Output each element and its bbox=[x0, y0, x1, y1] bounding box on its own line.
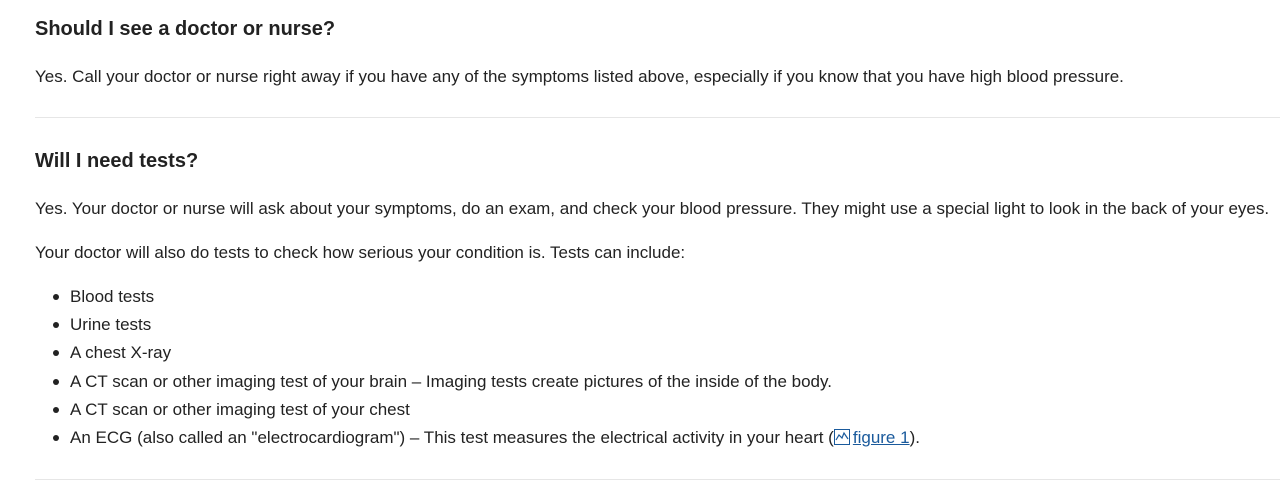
section-divider bbox=[35, 117, 1280, 118]
paragraph-tests-intro: Yes. Your doctor or nurse will ask about your symptoms, do an exam, and check your blood pressure. They might use a special light to look in the back of your eyes. bbox=[35, 199, 1270, 218]
bullet-icon bbox=[53, 407, 59, 413]
bullet-icon bbox=[53, 350, 59, 356]
list-item bbox=[35, 368, 920, 396]
list-item-text: A CT scan or other imaging test of your chest bbox=[70, 399, 410, 419]
figure-1-link-label: figure 1 bbox=[852, 428, 910, 448]
chart-icon bbox=[834, 429, 850, 445]
paragraph-tests-include: Your doctor will also do tests to check how serious your condition is. Tests can include: bbox=[35, 243, 686, 262]
paragraph-see-doctor: Yes. Call your doctor or nurse right away if you have any of the symptoms listed above, especially if you know that you have high blood pressure. bbox=[35, 67, 1124, 86]
list-item-text: A chest X-ray bbox=[70, 343, 172, 363]
list-item bbox=[35, 283, 920, 311]
section-heading-tests: Will I need tests? bbox=[35, 150, 199, 172]
list-item-text-after: ). bbox=[909, 428, 920, 448]
tests-list bbox=[35, 283, 920, 452]
list-item-text: Urine tests bbox=[70, 315, 152, 335]
list-item-text: Blood tests bbox=[70, 287, 155, 306]
list-item bbox=[35, 311, 920, 339]
list-item-text-before: An ECG (also called an "electrocardiogram") – This test measures the electrical activity in your heart ( bbox=[70, 428, 834, 448]
bullet-icon bbox=[53, 294, 59, 300]
list-item-text: A CT scan or other imaging test of your brain – Imaging tests create pictures of the inside of the body. bbox=[70, 371, 832, 391]
section-divider bbox=[35, 479, 1280, 480]
list-item bbox=[35, 339, 920, 367]
bullet-icon bbox=[53, 379, 59, 385]
bullet-icon bbox=[53, 435, 59, 441]
figure-1-link[interactable] bbox=[834, 428, 910, 447]
section-heading-see-doctor: Should I see a doctor or nurse? bbox=[35, 18, 336, 40]
bullet-icon bbox=[53, 322, 59, 328]
list-item bbox=[35, 424, 920, 452]
list-item bbox=[35, 396, 920, 424]
